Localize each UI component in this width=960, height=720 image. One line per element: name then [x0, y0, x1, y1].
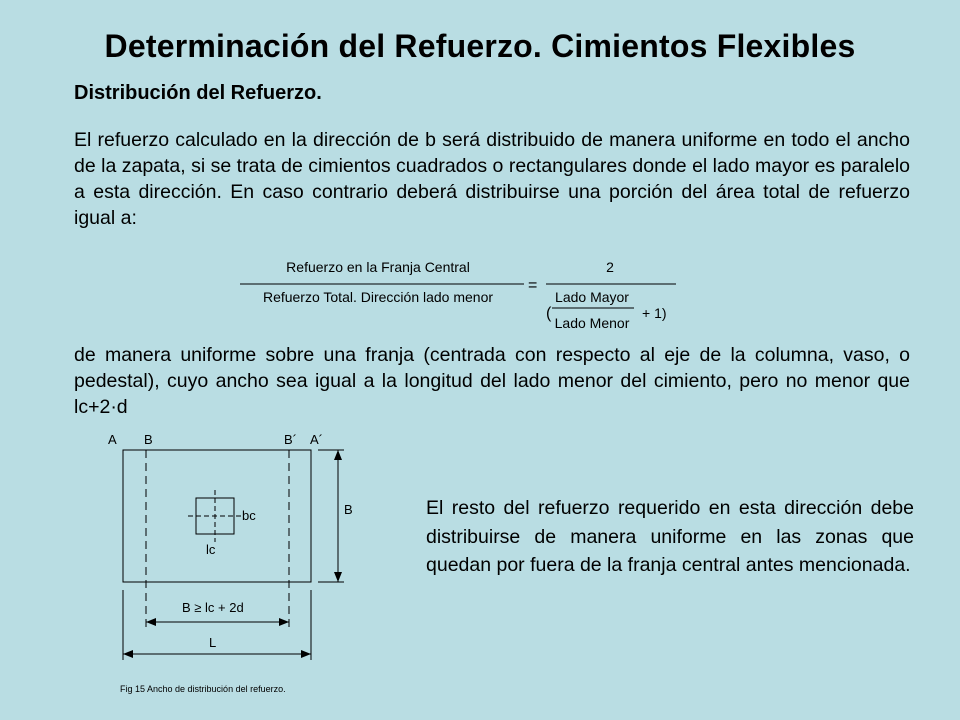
dimension-l-arrow-right: [301, 650, 311, 658]
formula-left-denominator: Refuerzo Total. Dirección lado menor: [262, 289, 494, 305]
formula-plus-one: + 1): [642, 305, 667, 321]
reinforcement-ratio-formula: [236, 256, 686, 338]
dimension-l-arrow-left: [123, 650, 133, 658]
dimension-b-arrow-bottom: [334, 572, 342, 582]
footing-strip-diagram: [96, 428, 386, 694]
dimension-strip-arrow-left: [146, 618, 156, 626]
paragraph-central-strip: de manera uniforme sobre una franja (centrada con respecto al eje de la columna, vaso, o pedestal), cuyo ancho sea igual a la longitud del lado menor del cimiento, pero no menor que lc+2·d: [74, 344, 910, 418]
label-bc: bc: [242, 508, 256, 523]
label-strip-width: B ≥ lc + 2d: [182, 600, 244, 615]
formula-open-paren: (: [546, 305, 552, 322]
label-a-prime: A´: [310, 432, 323, 447]
formula-right-numerator: 2: [606, 259, 614, 275]
dimension-strip-arrow-right: [279, 618, 289, 626]
label-l: L: [209, 635, 217, 650]
paragraph-remaining-reinforcement: El resto del refuerzo requerido en esta dirección debe distribuirse de manera uniforme en las zonas que quedan por fuera de la franja central antes mencionada.: [426, 497, 914, 576]
paragraph-intro: El refuerzo calculado en la dirección de b será distribuido de manera uniforme en todo el ancho de la zapata, si se trata de cimientos cuadrados o rectangulares donde el lado mayor es paralelo a esta dirección. En caso contrario deberá distribuirse una porción del área total de refuerzo igual a:: [74, 129, 910, 229]
page-title: Determinación del Refuerzo. Cimientos Flexibles: [104, 28, 856, 64]
formula-equals: =: [528, 277, 538, 294]
label-b-side: B: [344, 502, 353, 517]
formula-inner-denominator: Lado Menor: [554, 315, 630, 331]
dimension-b-arrow-top: [334, 450, 342, 460]
label-b: B: [144, 432, 153, 447]
section-subtitle: Distribución del Refuerzo.: [74, 82, 322, 104]
label-lc: lc: [206, 542, 216, 557]
label-b-prime: B´: [284, 432, 297, 447]
formula-inner-numerator: Lado Mayor: [555, 289, 629, 305]
label-a: A: [108, 432, 117, 447]
formula-left-numerator: Refuerzo en la Franja Central: [286, 259, 470, 275]
figure-caption: Fig 15 Ancho de distribución del refuerzo.: [120, 684, 286, 694]
